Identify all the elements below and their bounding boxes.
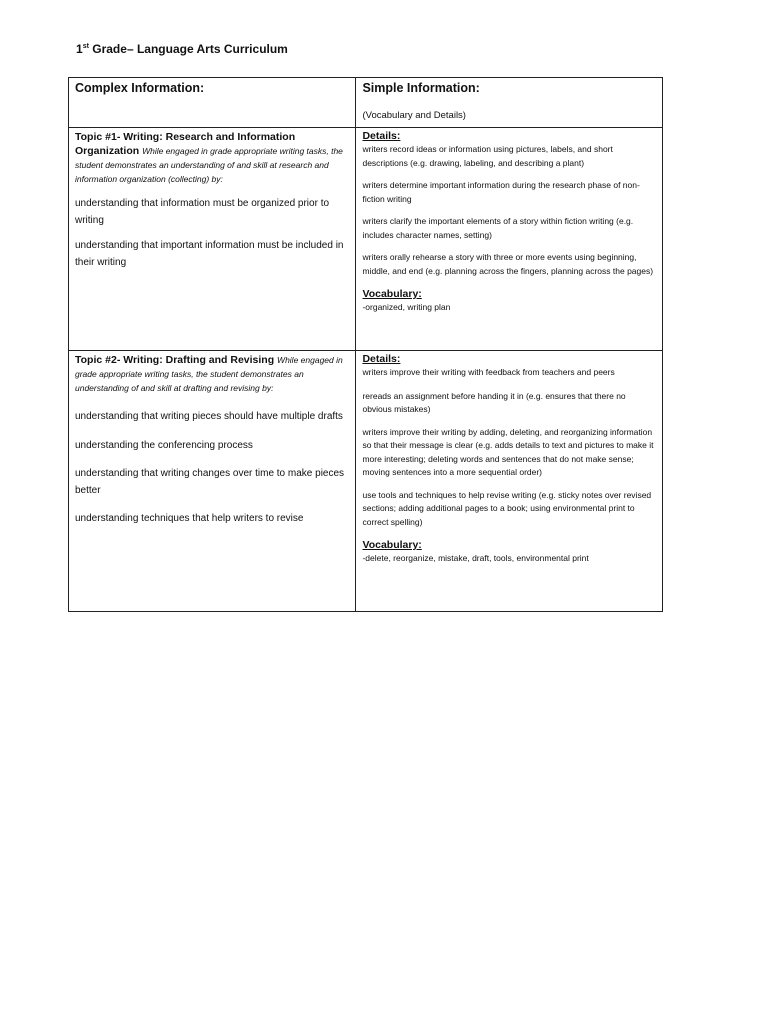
complex-information-header-cell bbox=[69, 78, 356, 128]
topic1-complex-cell bbox=[69, 128, 356, 351]
topic2-complex-cell bbox=[69, 351, 356, 612]
topic2-vocabulary-text: -delete, reorganize, mistake, draft, tools, environmental print bbox=[362, 553, 589, 563]
title-ordinal-suffix: st bbox=[82, 43, 89, 50]
title-text: Grade– Language Arts Curriculum bbox=[88, 42, 288, 56]
topic1-detail-item: writers record ideas or information using pictures, labels, and short descriptions (e.g. drawing, labeling, and describing a plant) bbox=[362, 144, 613, 168]
complex-information-heading: Complex Information: bbox=[75, 81, 205, 95]
topic2-detail-item: writers improve their writing by adding, deleting, and reorganizing information so that their message is clear (e.g. adds details to text and pictures to make it more interesting; deleting words and sentences that do not make sense; moving sentences into a more sequential order) bbox=[362, 426, 654, 477]
document-title bbox=[76, 42, 288, 56]
topic2-understanding-item: understanding the conferencing process bbox=[75, 440, 253, 451]
title-ordinal: 1 bbox=[76, 42, 83, 56]
topic2-description: While engaged in grade appropriate writing tasks, the student demonstrates an understanding of and skill at drafting and revising by: bbox=[75, 355, 343, 393]
topic2-detail-item: rereads an assignment before handing it in (e.g. ensures that there no obvious mistakes) bbox=[362, 390, 626, 414]
simple-information-header-cell bbox=[356, 78, 663, 128]
topic2-heading bbox=[75, 353, 350, 395]
topic1-simple-cell bbox=[356, 128, 663, 351]
topic1-understanding-item: understanding that information must be organized prior to writing bbox=[75, 198, 330, 226]
topic1-heading bbox=[75, 130, 350, 186]
topic1-understanding-item: understanding that important information must be included in their writing bbox=[75, 240, 344, 268]
topic1-vocabulary-label: Vocabulary: bbox=[362, 288, 422, 300]
topic1-detail-item: writers orally rehearse a story with three or more events using beginning, middle, and end (e.g. planning across the fingers, planning across the pages) bbox=[362, 252, 654, 276]
topic2-understanding-item: understanding that writing changes over time to make pieces better bbox=[75, 468, 345, 496]
topic2-row bbox=[69, 351, 663, 612]
topic2-detail-item: writers improve their writing with feedback from teachers and peers bbox=[362, 367, 615, 377]
topic1-detail-item: writers determine important information during the research phase of non-fiction writing bbox=[362, 180, 640, 204]
simple-information-heading: Simple Information: bbox=[362, 81, 480, 95]
topic1-detail-item: writers clarify the important elements of a story within fiction writing (e.g. includes character names, setting) bbox=[362, 216, 634, 240]
topic2-details-label: Details: bbox=[362, 353, 401, 365]
topic2-simple-cell bbox=[356, 351, 663, 612]
topic1-description: While engaged in grade appropriate writing tasks, the student demonstrates an understanding of and skill at research and information organization (collecting) by: bbox=[75, 146, 343, 184]
topic1-vocabulary-text: -organized, writing plan bbox=[362, 302, 451, 312]
topic2-detail-item: use tools and techniques to help revise writing (e.g. sticky notes over revised sections; adding additional pages to a book; using environmental print to correct spelling) bbox=[362, 489, 652, 527]
topic1-row bbox=[69, 128, 663, 351]
topic1-title: Topic #1- Writing: Research and Information Organization bbox=[75, 131, 296, 157]
topic1-details-label: Details: bbox=[362, 130, 401, 142]
vocabulary-and-details-note: (Vocabulary and Details) bbox=[362, 110, 466, 121]
topic2-understanding-item: understanding that writing pieces should have multiple drafts bbox=[75, 411, 343, 422]
topic2-title: Topic #2- Writing: Drafting and Revising bbox=[75, 354, 275, 366]
topic2-understanding-item: understanding techniques that help writers to revise bbox=[75, 513, 304, 524]
topic2-vocabulary-label: Vocabulary: bbox=[362, 539, 422, 551]
table-header-row bbox=[69, 78, 663, 128]
curriculum-table bbox=[68, 77, 663, 612]
